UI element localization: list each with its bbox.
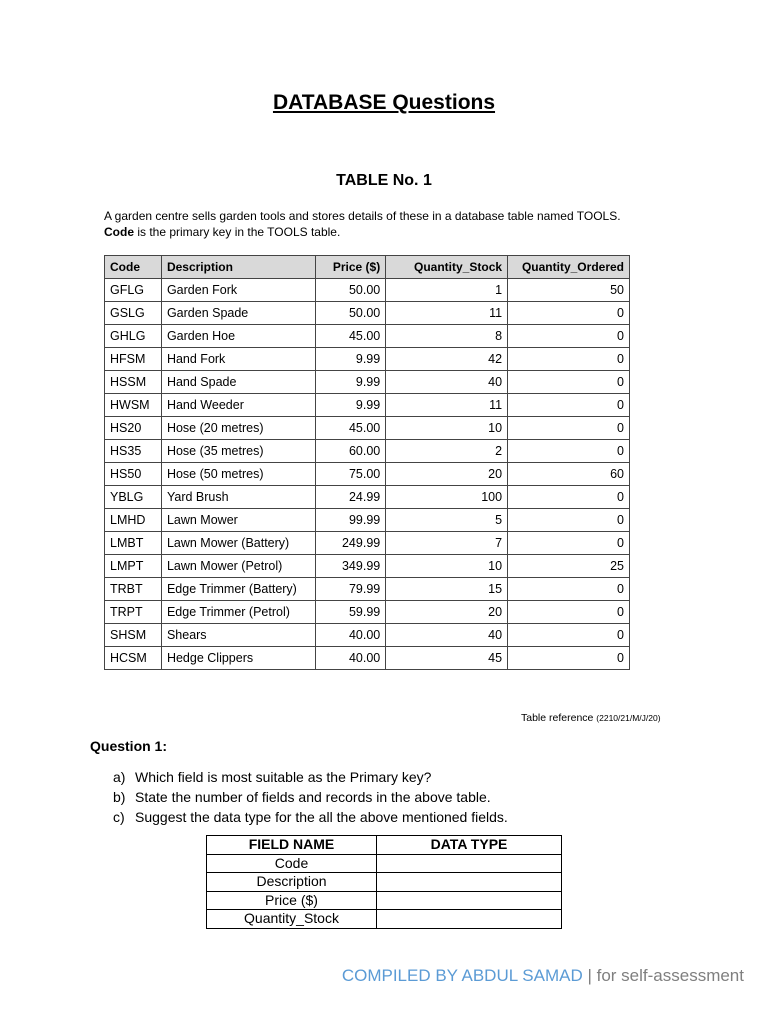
cell-price: 50.00	[316, 302, 386, 325]
cell-price: 45.00	[316, 417, 386, 440]
cell-quantity-ordered: 0	[508, 394, 630, 417]
cell-quantity-ordered: 0	[508, 624, 630, 647]
table-row	[207, 891, 562, 910]
tools-table-body	[105, 279, 630, 670]
cell-description: Hand Fork	[161, 348, 315, 371]
cell-quantity-ordered: 0	[508, 509, 630, 532]
cell-quantity-ordered: 25	[508, 555, 630, 578]
cell-quantity-ordered: 50	[508, 279, 630, 302]
cell-quantity-ordered: 0	[508, 486, 630, 509]
footer-purpose: for self-assessment	[596, 966, 744, 985]
cell-description: Shears	[161, 624, 315, 647]
cell-quantity-stock: 1	[386, 279, 508, 302]
cell-quantity-ordered: 0	[508, 578, 630, 601]
fields-header-row	[207, 836, 562, 855]
cell-code: LMBT	[105, 532, 162, 555]
footer-separator: |	[582, 966, 597, 985]
cell-description: Hand Spade	[161, 371, 315, 394]
footer	[342, 966, 744, 986]
intro-text	[104, 208, 621, 240]
cell-field-name: Price ($)	[207, 891, 377, 910]
cell-code: SHSM	[105, 624, 162, 647]
intro-line-2-rest: is the primary key in the TOOLS table.	[134, 225, 341, 239]
header-quantity-ordered: Quantity_Ordered	[508, 256, 630, 279]
table-row	[207, 910, 562, 929]
cell-price: 45.00	[316, 325, 386, 348]
cell-price: 50.00	[316, 279, 386, 302]
cell-quantity-ordered: 0	[508, 417, 630, 440]
header-field-name: FIELD NAME	[207, 836, 377, 855]
table-reference	[521, 712, 661, 724]
cell-price: 40.00	[316, 624, 386, 647]
table-row	[105, 348, 630, 371]
header-data-type: DATA TYPE	[377, 836, 562, 855]
cell-data-type	[377, 873, 562, 892]
question-marker: b)	[113, 789, 126, 805]
cell-code: GFLG	[105, 279, 162, 302]
cell-code: YBLG	[105, 486, 162, 509]
cell-code: TRPT	[105, 601, 162, 624]
table-row	[105, 578, 630, 601]
question-item-a	[113, 767, 508, 787]
cell-quantity-ordered: 0	[508, 440, 630, 463]
cell-description: Lawn Mower (Battery)	[161, 532, 315, 555]
cell-description: Hand Weeder	[161, 394, 315, 417]
cell-quantity-ordered: 0	[508, 532, 630, 555]
table-title: TABLE No. 1	[336, 172, 432, 189]
question-marker: c)	[113, 809, 125, 825]
intro-line-2	[104, 224, 621, 240]
cell-description: Hose (35 metres)	[161, 440, 315, 463]
cell-price: 9.99	[316, 348, 386, 371]
cell-quantity-ordered: 0	[508, 302, 630, 325]
cell-quantity-ordered: 0	[508, 371, 630, 394]
question-text: Suggest the data type for the all the above mentioned fields.	[135, 809, 508, 825]
table-row	[105, 463, 630, 486]
cell-quantity-stock: 40	[386, 624, 508, 647]
table-row	[105, 371, 630, 394]
cell-quantity-stock: 20	[386, 601, 508, 624]
cell-quantity-stock: 8	[386, 325, 508, 348]
cell-price: 9.99	[316, 371, 386, 394]
header-quantity-stock: Quantity_Stock	[386, 256, 508, 279]
cell-quantity-ordered: 60	[508, 463, 630, 486]
cell-price: 24.99	[316, 486, 386, 509]
cell-code: LMHD	[105, 509, 162, 532]
question-item-b	[113, 787, 508, 807]
cell-data-type	[377, 854, 562, 873]
intro-line-1: A garden centre sells garden tools and stores details of these in a database table named TOOLS.	[104, 209, 621, 223]
tools-table	[104, 255, 630, 670]
cell-price: 9.99	[316, 394, 386, 417]
cell-quantity-stock: 10	[386, 555, 508, 578]
table-row	[105, 440, 630, 463]
table-row	[105, 601, 630, 624]
table-row	[105, 509, 630, 532]
cell-quantity-stock: 5	[386, 509, 508, 532]
table-row	[105, 325, 630, 348]
table-row	[207, 854, 562, 873]
cell-data-type	[377, 891, 562, 910]
cell-quantity-stock: 11	[386, 302, 508, 325]
cell-description: Lawn Mower	[161, 509, 315, 532]
cell-price: 249.99	[316, 532, 386, 555]
header-price: Price ($)	[316, 256, 386, 279]
cell-quantity-stock: 15	[386, 578, 508, 601]
cell-quantity-stock: 20	[386, 463, 508, 486]
table-row	[105, 624, 630, 647]
cell-description: Garden Fork	[161, 279, 315, 302]
cell-quantity-stock: 100	[386, 486, 508, 509]
cell-description: Hose (50 metres)	[161, 463, 315, 486]
tools-table-header-row	[105, 256, 630, 279]
table-reference-label: Table reference	[521, 712, 597, 724]
cell-code: GHLG	[105, 325, 162, 348]
cell-code: HSSM	[105, 371, 162, 394]
cell-code: LMPT	[105, 555, 162, 578]
cell-description: Hedge Clippers	[161, 647, 315, 670]
fields-table-body	[207, 854, 562, 928]
field-datatype-table	[206, 835, 562, 929]
cell-price: 99.99	[316, 509, 386, 532]
cell-field-name: Quantity_Stock	[207, 910, 377, 929]
cell-quantity-stock: 42	[386, 348, 508, 371]
question-text: State the number of fields and records in the above table.	[135, 789, 491, 805]
cell-code: HS50	[105, 463, 162, 486]
table-row	[207, 873, 562, 892]
intro-keyword: Code	[104, 225, 134, 239]
cell-quantity-stock: 7	[386, 532, 508, 555]
question-text: Which field is most suitable as the Primary key?	[135, 769, 432, 785]
cell-description: Garden Hoe	[161, 325, 315, 348]
question-item-c	[113, 807, 508, 827]
cell-quantity-ordered: 0	[508, 348, 630, 371]
cell-code: HCSM	[105, 647, 162, 670]
table-row	[105, 279, 630, 302]
table-row	[105, 486, 630, 509]
table-reference-code: (2210/21/M/J/20)	[596, 713, 661, 723]
table-row	[105, 532, 630, 555]
cell-quantity-ordered: 0	[508, 325, 630, 348]
cell-quantity-stock: 10	[386, 417, 508, 440]
page-title: DATABASE Questions	[272, 91, 496, 114]
cell-price: 59.99	[316, 601, 386, 624]
cell-field-name: Code	[207, 854, 377, 873]
table-row	[105, 555, 630, 578]
cell-price: 60.00	[316, 440, 386, 463]
cell-quantity-stock: 2	[386, 440, 508, 463]
cell-price: 79.99	[316, 578, 386, 601]
table-row	[105, 417, 630, 440]
cell-code: HFSM	[105, 348, 162, 371]
cell-quantity-stock: 45	[386, 647, 508, 670]
table-row	[105, 302, 630, 325]
cell-description: Lawn Mower (Petrol)	[161, 555, 315, 578]
question-heading: Question 1:	[90, 738, 168, 754]
question-marker: a)	[113, 769, 126, 785]
cell-code: TRBT	[105, 578, 162, 601]
cell-code: HWSM	[105, 394, 162, 417]
table-row	[105, 394, 630, 417]
question-list	[113, 767, 508, 827]
cell-quantity-ordered: 0	[508, 647, 630, 670]
cell-quantity-stock: 11	[386, 394, 508, 417]
cell-quantity-stock: 40	[386, 371, 508, 394]
cell-description: Hose (20 metres)	[161, 417, 315, 440]
cell-code: GSLG	[105, 302, 162, 325]
cell-description: Edge Trimmer (Petrol)	[161, 601, 315, 624]
cell-price: 75.00	[316, 463, 386, 486]
footer-compiled-by: COMPILED BY ABDUL SAMAD	[341, 966, 583, 985]
cell-data-type	[377, 910, 562, 929]
cell-quantity-ordered: 0	[508, 601, 630, 624]
cell-description: Garden Spade	[161, 302, 315, 325]
cell-description: Edge Trimmer (Battery)	[161, 578, 315, 601]
header-description: Description	[161, 256, 315, 279]
cell-code: HS35	[105, 440, 162, 463]
cell-code: HS20	[105, 417, 162, 440]
table-row	[105, 647, 630, 670]
cell-field-name: Description	[207, 873, 377, 892]
cell-description: Yard Brush	[161, 486, 315, 509]
header-code: Code	[105, 256, 162, 279]
cell-price: 349.99	[316, 555, 386, 578]
cell-price: 40.00	[316, 647, 386, 670]
